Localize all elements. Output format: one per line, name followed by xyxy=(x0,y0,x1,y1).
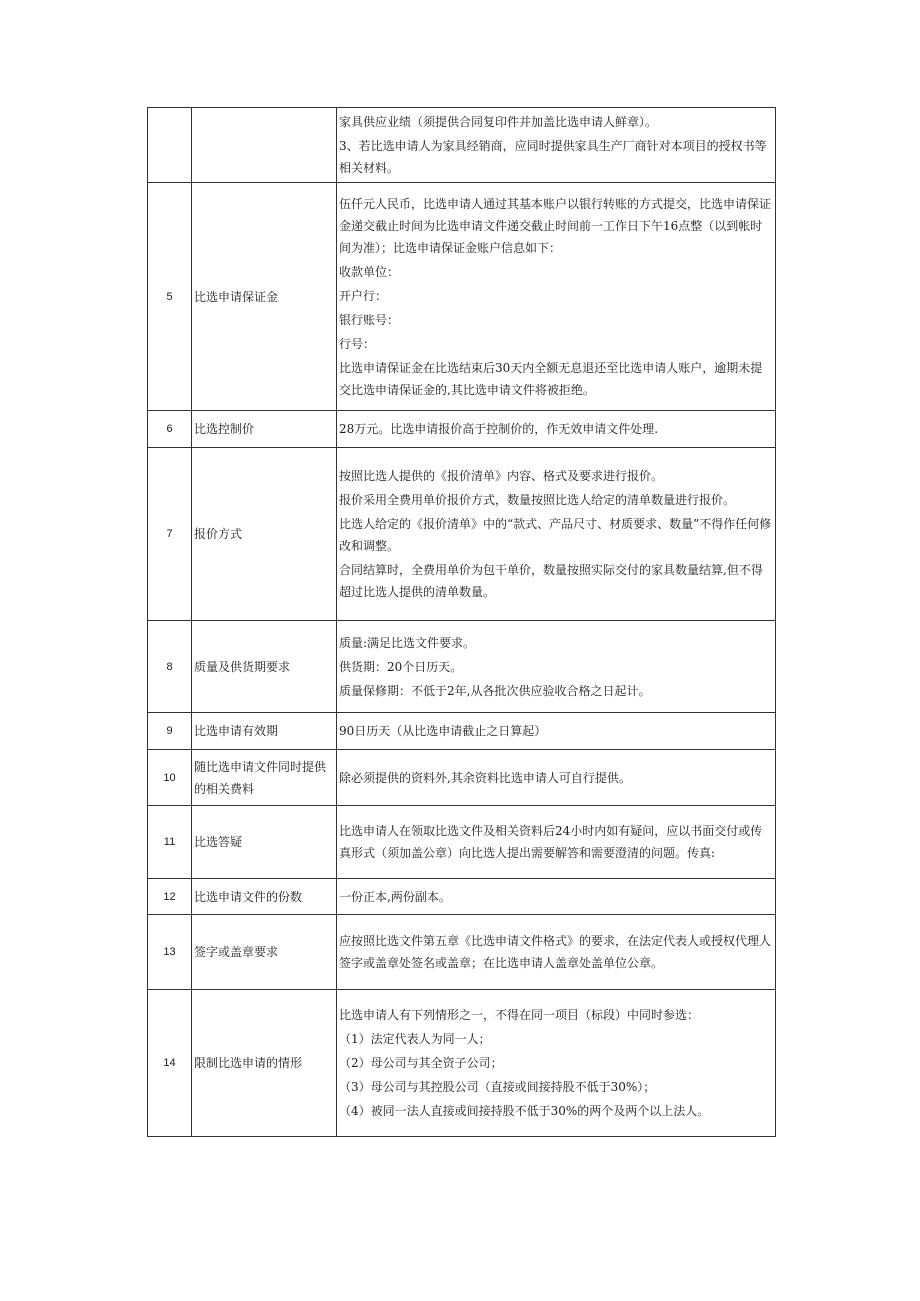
table-row xyxy=(148,990,776,1137)
content-line: 银行账号： xyxy=(339,312,400,327)
content-line: 除必须提供的资料外,其余资料比选申请人可自行提供。 xyxy=(339,770,631,785)
row-item: 限制比选申请的情形 xyxy=(192,990,337,1137)
content-line: 3、若比选申请人为家具经销商，应同时提供家具生产厂商针对本项目的授权书等相关材料。 xyxy=(339,139,767,175)
row-number: 7 xyxy=(148,448,192,621)
table-row xyxy=(148,806,776,879)
content-line: 行号： xyxy=(339,336,376,351)
row-content xyxy=(337,990,776,1137)
row-item: 报价方式 xyxy=(192,448,337,621)
row-content xyxy=(337,806,776,879)
row-item: 质量及供货期要求 xyxy=(192,621,337,713)
content-line: 开户行： xyxy=(339,288,388,303)
table-row xyxy=(148,750,776,806)
table-row xyxy=(148,448,776,621)
content-line: 比选申请保证金在比选结束后30天内全额无息退还至比选申请人账户，逾期未提交比选申请保证金的,其比选申请文件将被拒绝。 xyxy=(339,360,763,397)
row-number: 14 xyxy=(148,990,192,1137)
row-content xyxy=(337,411,776,448)
content-line: 应按照比选文件第五章《比选申请文件格式》的要求，在法定代表人或授权代理人签字或盖章处签名或盖章；在比选申请人盖章处盖单位公章。 xyxy=(339,934,772,970)
row-number: 11 xyxy=(148,806,192,879)
row-item: 随比选申请文件同时提供的相关费料 xyxy=(192,750,337,806)
row-number: 12 xyxy=(148,879,192,915)
row-item: 比选答疑 xyxy=(192,806,337,879)
table-row xyxy=(148,183,776,411)
table-row xyxy=(148,915,776,990)
row-content xyxy=(337,713,776,750)
row-item xyxy=(192,108,337,183)
content-line: 家具供应业绩（须提供合同复印件并加盖比选申请人鲜章）。 xyxy=(339,115,658,129)
content-line: 伍仟元人民币，比选申请人通过其基本账户以银行转账的方式提交，比选申请保证金递交截止时间为比选申请文件递交截止时间前一工作日下午16点整（以到帐时间为准）；比选申请保证金账户信息如下： xyxy=(339,196,772,255)
table-row xyxy=(148,879,776,915)
table-row xyxy=(148,411,776,448)
row-content xyxy=(337,915,776,990)
row-item: 比选申请文件的份数 xyxy=(192,879,337,915)
content-line: 质量:满足比选文件要求。 xyxy=(339,635,476,650)
row-content xyxy=(337,448,776,621)
table-row xyxy=(148,108,776,183)
content-line: 合同结算时，全费用单价为包干单价，数量按照实际交付的家具数量结算,但不得超过比选人提供的清单数量。 xyxy=(339,563,763,599)
table-row xyxy=(148,713,776,750)
row-item: 比选申请有效期 xyxy=(192,713,337,750)
row-content xyxy=(337,879,776,915)
requirements-table xyxy=(147,107,776,1137)
content-line: 比选人给定的《报价清单》中的“款式、产品尺寸、材质要求、数量”不得作任何修改和调整。 xyxy=(339,517,772,553)
row-content xyxy=(337,108,776,183)
content-line: 90日历天（从比选申请截止之日算起） xyxy=(339,724,547,738)
table-row xyxy=(148,621,776,713)
row-number: 8 xyxy=(148,621,192,713)
content-line: 报价采用全费用单价报价方式，数量按照比选人给定的清单数量进行报价。 xyxy=(339,493,736,507)
row-item: 比选申请保证金 xyxy=(192,183,337,411)
row-item: 签字或盖章要求 xyxy=(192,915,337,990)
content-line: 收款单位： xyxy=(339,264,400,279)
row-number: 6 xyxy=(148,411,192,448)
row-content xyxy=(337,750,776,806)
content-line: 一份正本,两份副本。 xyxy=(339,889,451,904)
row-content xyxy=(337,183,776,411)
row-number: 9 xyxy=(148,713,192,750)
content-line: 供货期：20个日历天。 xyxy=(339,659,463,674)
row-number: 10 xyxy=(148,750,192,806)
content-line: （2）母公司与其全资子公司； xyxy=(339,1056,503,1070)
content-line: 比选申请人在领取比选文件及相关资料后24小时内如有疑问，应以书面交付或传真形式（须加盖公章）向比选人提出需要解答和需要澄清的问题。传真: xyxy=(339,824,763,860)
row-number: 5 xyxy=(148,183,192,411)
row-content xyxy=(337,621,776,713)
content-line: （1）法定代表人为同一人； xyxy=(339,1032,491,1046)
content-line: 按照比选人提供的《报价清单》内容、格式及要求进行报价。 xyxy=(339,469,664,483)
row-number: 13 xyxy=(148,915,192,990)
content-line: 比选申请人有下列情形之一，不得在同一项目（标段）中同时参选： xyxy=(339,1008,700,1022)
content-line: （4）被同一法人直接或间接持股不低于30%的两个及两个以上法人。 xyxy=(339,1104,710,1118)
row-item: 比选控制价 xyxy=(192,411,337,448)
content-line: （3）母公司与其控股公司（直接或间接持股不低于30%）； xyxy=(339,1080,656,1094)
row-number xyxy=(148,108,192,183)
content-line: 28万元。比选申请报价高于控制价的，作无效申请文件处理. xyxy=(339,422,659,436)
content-line: 质量保修期：不低于2年,从各批次供应验收合格之日起计。 xyxy=(339,683,651,698)
